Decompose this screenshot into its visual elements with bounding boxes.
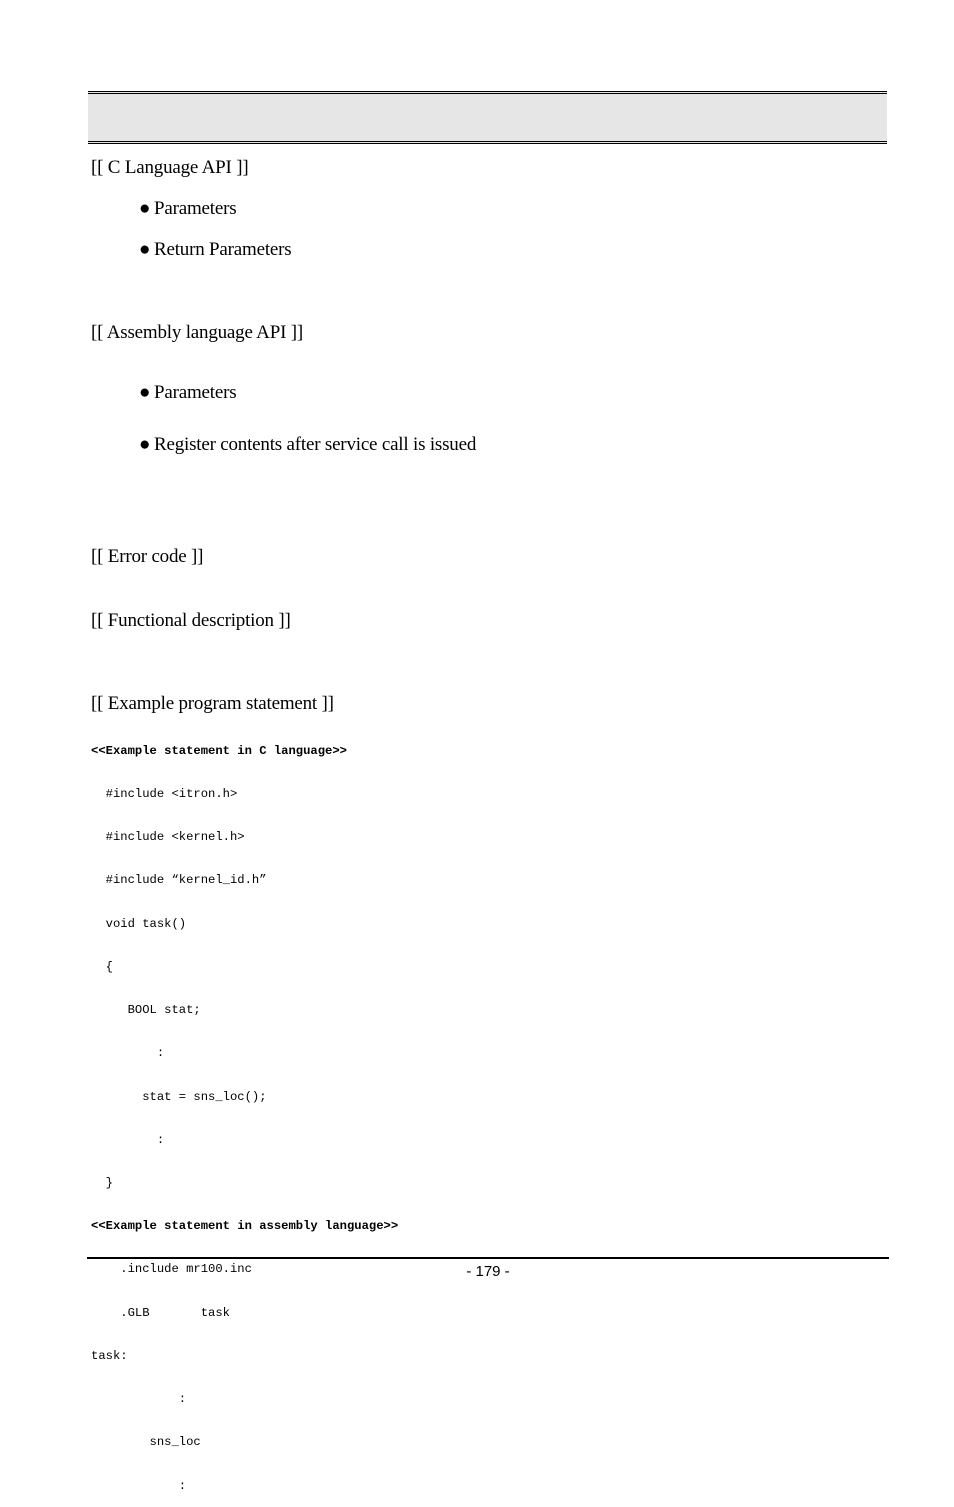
code-line: : [91, 1392, 187, 1407]
bullet-asm-parameters [139, 382, 236, 404]
code-header-c: <<Example statement in C language>> [91, 743, 347, 758]
code-line: : [91, 1046, 165, 1061]
page-number: - 179 - [466, 1263, 510, 1280]
code-line: task: [91, 1348, 128, 1363]
code-line: .include mr100.inc [91, 1262, 252, 1277]
section-heading-functional: [[ Functional description ]] [91, 610, 291, 631]
section-heading-example: [[ Example program statement ]] [91, 693, 334, 714]
bullet-asm-registers [139, 434, 476, 456]
code-line: sns_loc [91, 1435, 201, 1450]
code-header-asm: <<Example statement in assembly language>> [91, 1219, 399, 1234]
code-line: .GLB task [91, 1305, 230, 1320]
bullet-asm-registers-label: Register contents after service call is issued [154, 434, 477, 455]
bullet-dot-icon: ● [139, 239, 151, 260]
code-line: stat = sns_loc(); [91, 1089, 267, 1104]
code-line: BOOL stat; [91, 1003, 201, 1018]
bullet-c-parameters [139, 198, 236, 220]
code-line: : [91, 1132, 165, 1147]
bullet-dot-icon: ● [139, 198, 151, 219]
code-line: { [91, 959, 113, 974]
bullet-dot-icon: ● [139, 382, 151, 403]
section-heading-asm-api: [[ Assembly language API ]] [91, 322, 304, 343]
section-heading-c-api: [[ C Language API ]] [91, 157, 249, 178]
bullet-c-return [139, 239, 291, 261]
code-line: void task() [91, 916, 187, 931]
bullet-asm-parameters-label: Parameters [154, 382, 237, 403]
code-line: #include “kernel_id.h” [91, 873, 267, 888]
code-line: } [91, 1176, 113, 1190]
code-line: : [91, 1478, 187, 1493]
code-example [91, 715, 398, 1507]
code-line: #include <kernel.h> [91, 830, 245, 845]
bullet-c-return-label: Return Parameters [154, 239, 292, 260]
section-heading-error-code: [[ Error code ]] [91, 546, 204, 567]
bullet-c-parameters-label: Parameters [154, 198, 237, 219]
footer-rule [87, 1257, 889, 1259]
bullet-dot-icon: ● [139, 434, 151, 455]
title-bar [88, 91, 887, 144]
code-line: #include <itron.h> [91, 787, 238, 802]
